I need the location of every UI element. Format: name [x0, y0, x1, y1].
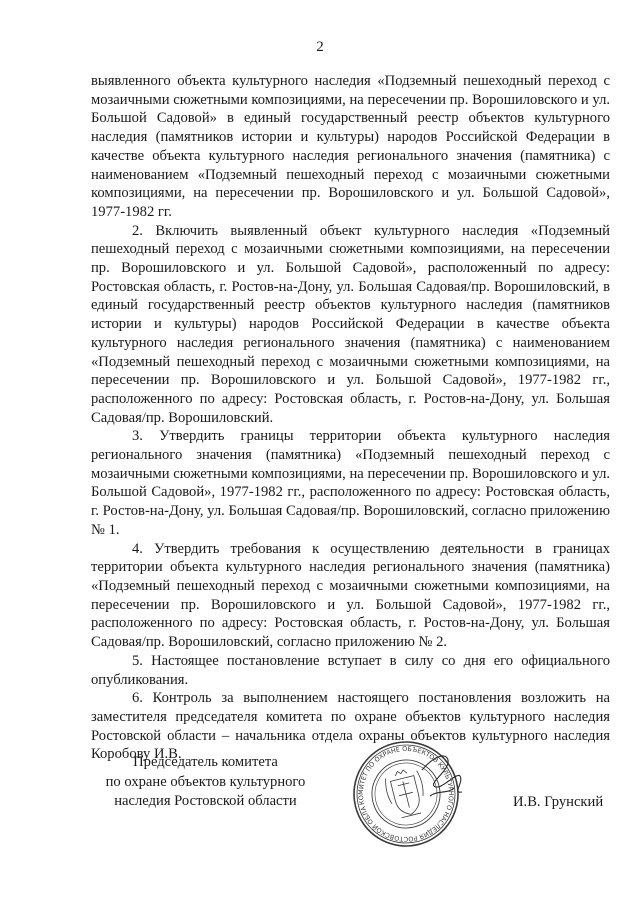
paragraph-item-6: 6. Контроль за выполнением настоящего постановления возложить на заместителя председателя комитета по охране объектов культурного наследия Ростовской области – начальника отдела охраны объектов культурного наследия Коробову И.В. [91, 690, 610, 763]
seal-text: КОМИТЕТ ПО ОХРАНЕ ОБЪЕКТОВ КУЛЬТУРНОГО НАСЛЕДИЯ РОСТОВСКОЙ ОБЛАСТИ [356, 744, 456, 844]
signer-name: И.В. Грунский [513, 794, 604, 810]
page-number: 2 [316, 39, 324, 55]
signer-title-line-3: наследия Ростовской области [114, 793, 297, 809]
paragraph-item-5: 5. Настоящее постановление вступает в силу со дня его официального опубликования. [91, 652, 610, 688]
signer-title [98, 753, 313, 812]
paragraph-item-4: 4. Утвердить требования к осуществлению деятельности в границах территории объекта культурного наследия регионального значения (памятника) «Подземный пешеходный переход с мозаичными сюжетными композициями, на пересечении пр. Ворошиловского и ул. Большой Садовой», 1977-1982 гг., расположенного по адресу: Ростовская область, г. Ростов-на-Дону, ул. Большая Садовая/пр. Ворошиловский, согласно приложению № 2. [91, 540, 610, 651]
signature-block [0, 744, 640, 873]
coat-of-arms-icon [383, 766, 429, 819]
paragraph-1-continuation: выявленного объекта культурного наследия «Подземный пешеходный переход с мозаичными сюжетными композициями, на пересечении пр. Ворошиловского и ул. Большой Садовой» в единый государственный реестр объектов культурного наследия (памятников истории и культуры) народов Российской Федерации в качестве объекта культурного наследия регионального значения (памятника) с наименованием «Подземный пешеходный переход с мозаичными сюжетными композициями, на пересечении пр. Ворошиловского и ул. Большой Садовой», 1977-1982 гг. [91, 73, 610, 220]
svg-text:КОМИТЕТ ПО ОХРАНЕ ОБЪЕКТОВ КУЛ [330, 736, 465, 852]
paragraph-item-2: 2. Включить выявленный объект культурного наследия «Подземный пешеходный переход с мозаичными сюжетными композициями, на пересечении пр. Ворошиловского и ул. Большой Садовой», расположенный по адресу: Ростовская область, г. Ростов-на-Дону, ул. Большая Садовая/пр. Ворошиловский, в единый государственный реестр объектов культурного наследия (памятников истории и культуры) народов Российской Федерации в качестве объекта культурного наследия регионального значения (памятника) с наименованием «Подземный пешеходный переход с мозаичными сюжетными композициями, на пересечении пр. Ворошиловского и ул. Большой Садовой», 1977-1982 гг., расположенного по адресу: Ростовская область, г. Ростов-на-Дону, ул. Большая Садовая/пр. Ворошиловский. [91, 222, 610, 426]
document-body [91, 72, 610, 764]
official-seal [330, 736, 482, 852]
signer-title-line-2: по охране объектов культурного [105, 773, 306, 790]
signer-title-line-1: Председатель комитета [133, 754, 278, 770]
paragraph-item-3: 3. Утвердить границы территории объекта культурного наследия регионального значения (памятника) «Подземный пешеходный переход с мозаичными сюжетными композициями, на пересечении пр. Ворошиловского и ул. Большой Садовой», 1977-1982 гг., расположенного по адресу: Ростовская область, г. Ростов-на-Дону, ул. Большая Садовая/пр. Ворошиловский, согласно приложению № 1. [91, 428, 610, 538]
